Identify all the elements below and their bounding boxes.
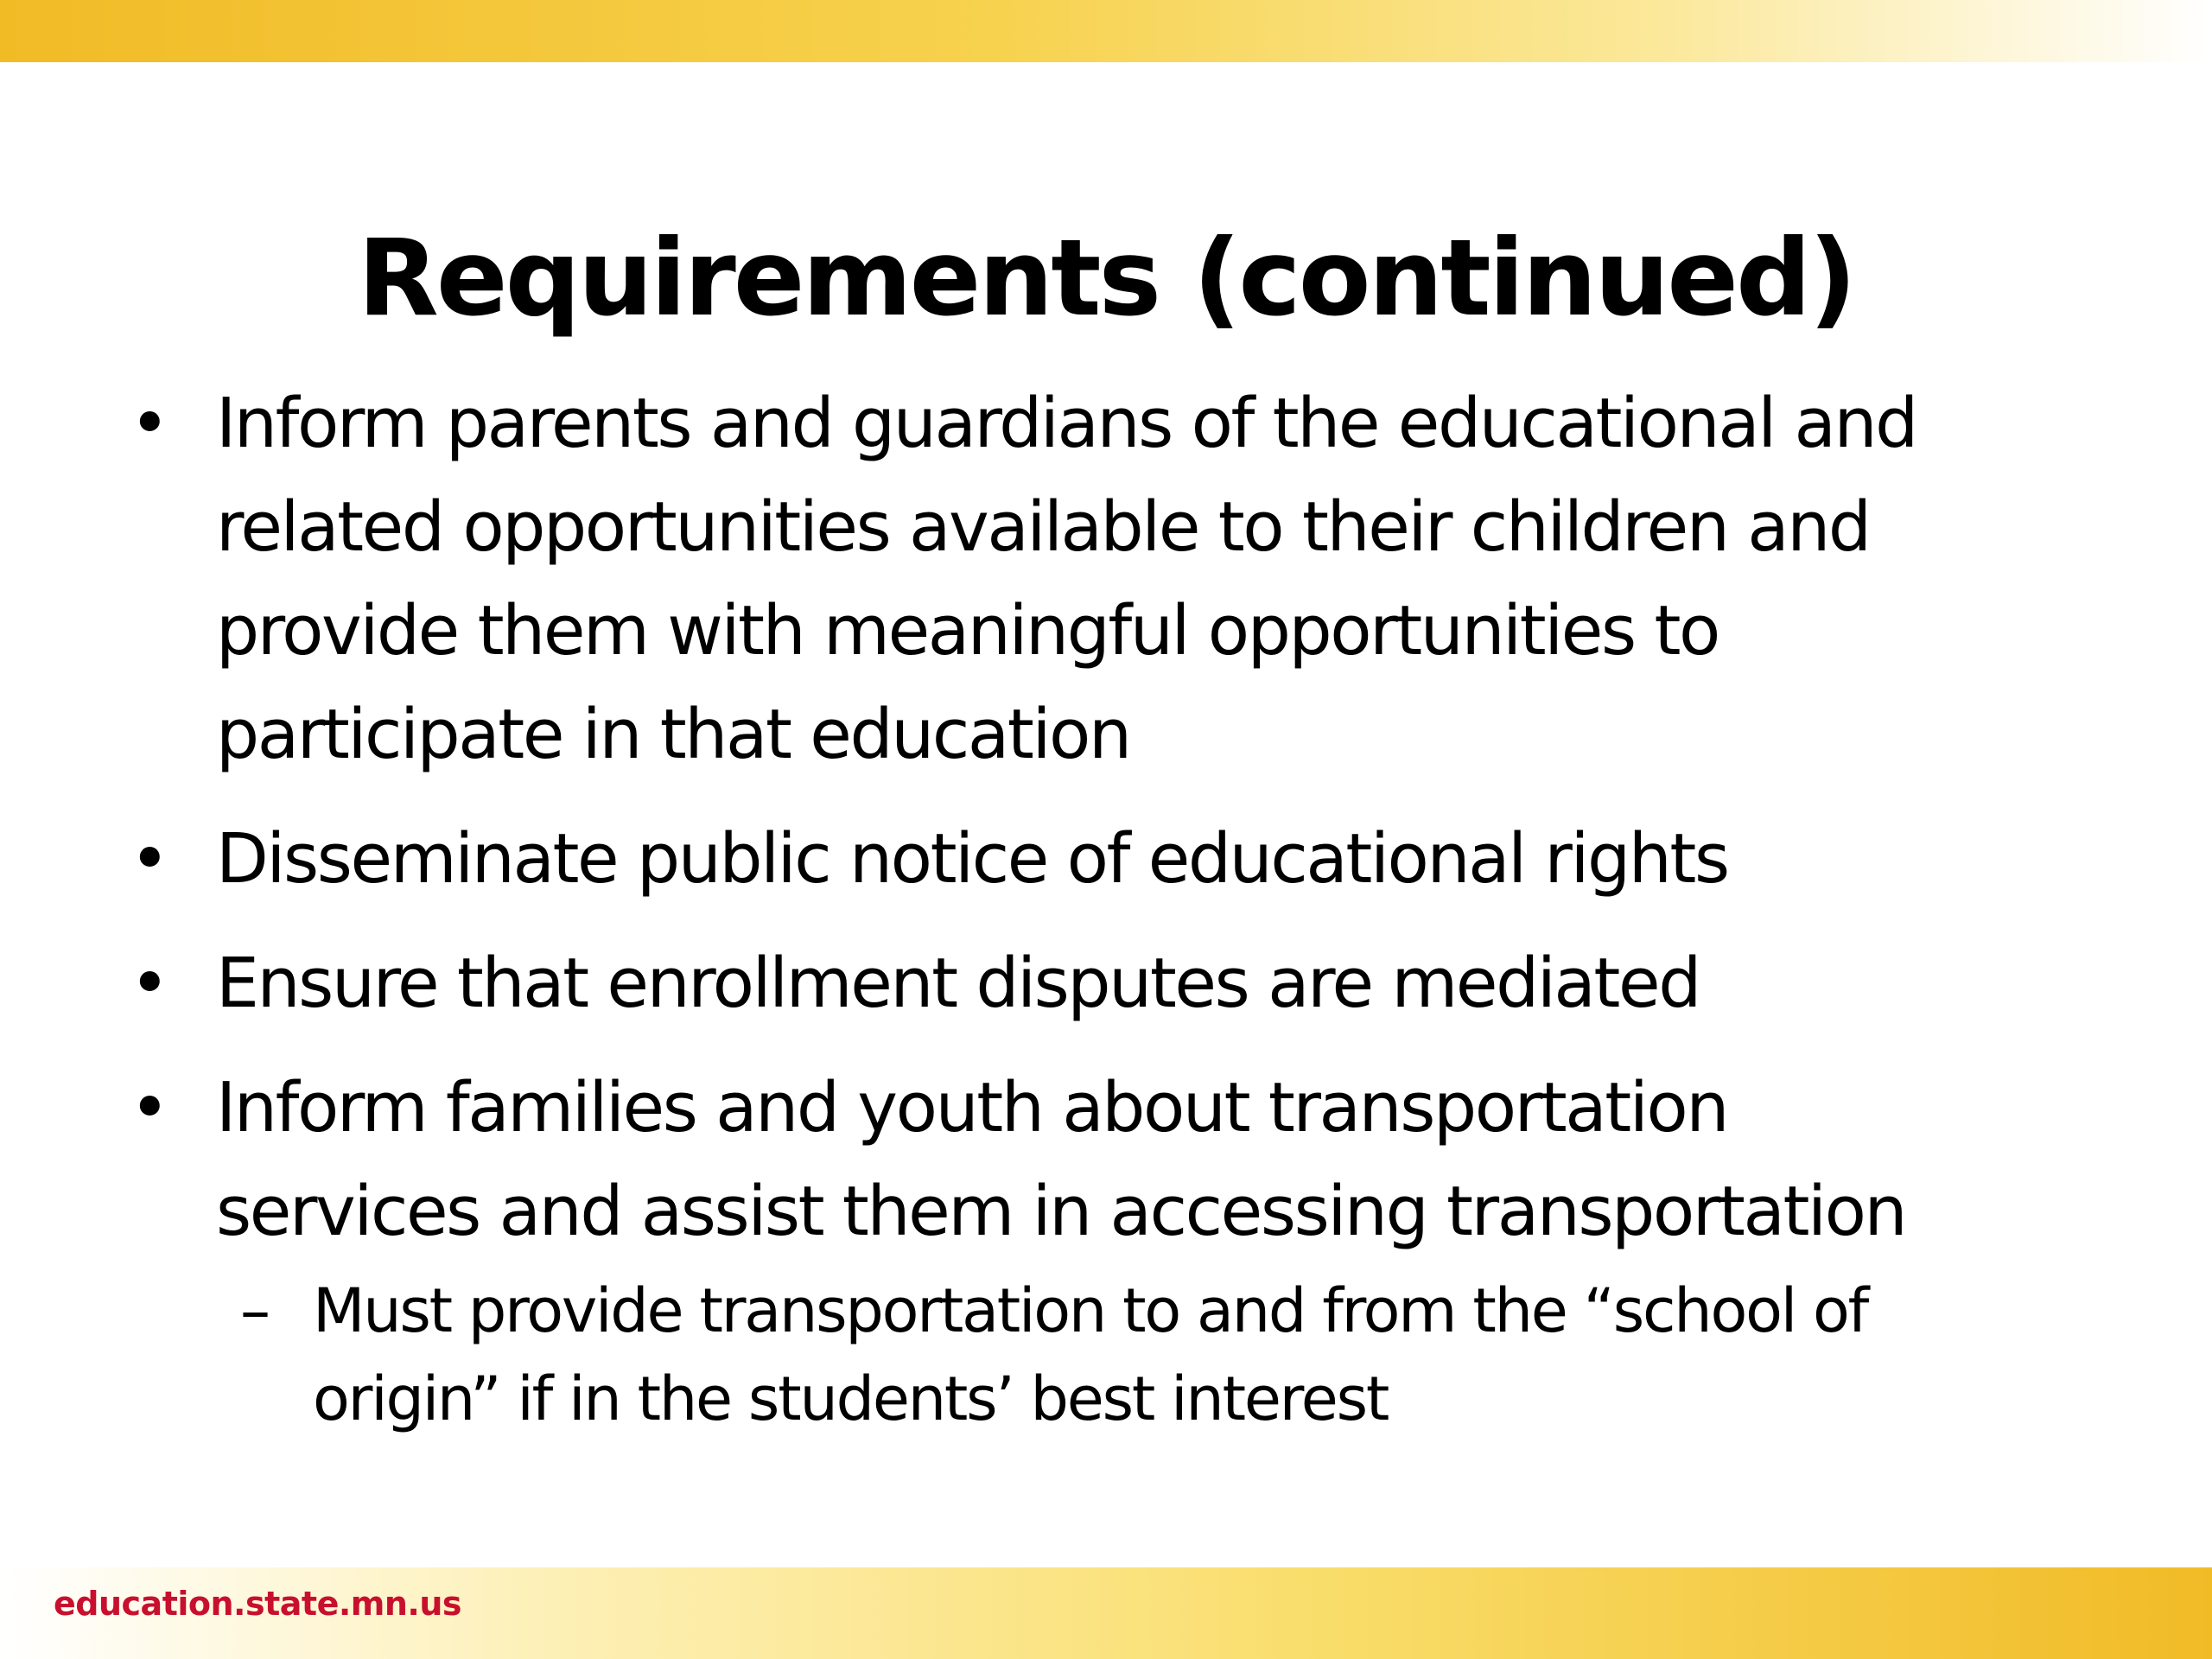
bullet-marker: •	[130, 819, 168, 899]
bullet-item	[130, 372, 2143, 786]
slide-title: Requirements (continued)	[357, 216, 1855, 340]
bullet-text-line: Ensure that enrollment disputes are mediated	[216, 944, 1700, 1023]
bullet-text-line: related opportunities available to their children and	[216, 487, 1870, 567]
sub-bullet-text-line: Must provide transportation to and from the “school of	[313, 1275, 1868, 1346]
bullet-list	[130, 372, 2143, 1443]
top-accent-bar	[0, 0, 2212, 62]
bullet-text-line: participate in that education	[216, 695, 1130, 774]
bullet-text-line: Disseminate public notice of educational rights	[216, 819, 1728, 899]
bullet-item	[130, 1056, 2143, 1263]
bullet-marker: •	[130, 384, 168, 463]
bullet-text-line: provide them with meaningful opportunities to	[216, 591, 1719, 671]
sub-bullet-text-line: origin” if in the students’ best interest	[313, 1363, 1389, 1434]
bullet-text-line: services and assist them in accessing transportation	[216, 1172, 1906, 1251]
bullet-item	[130, 931, 2143, 1035]
bullet-marker: •	[130, 944, 168, 1023]
sub-bullet-marker: –	[240, 1275, 269, 1346]
bullet-text-line: Inform families and youth about transportation	[216, 1068, 1728, 1147]
bullet-marker: •	[130, 1068, 168, 1147]
footer-url: education.state.mn.us	[54, 1585, 462, 1623]
sub-bullet-item	[130, 1267, 2143, 1443]
bullet-item	[130, 807, 2143, 911]
bullet-text-line: Inform parents and guardians of the educational and	[216, 384, 1916, 463]
